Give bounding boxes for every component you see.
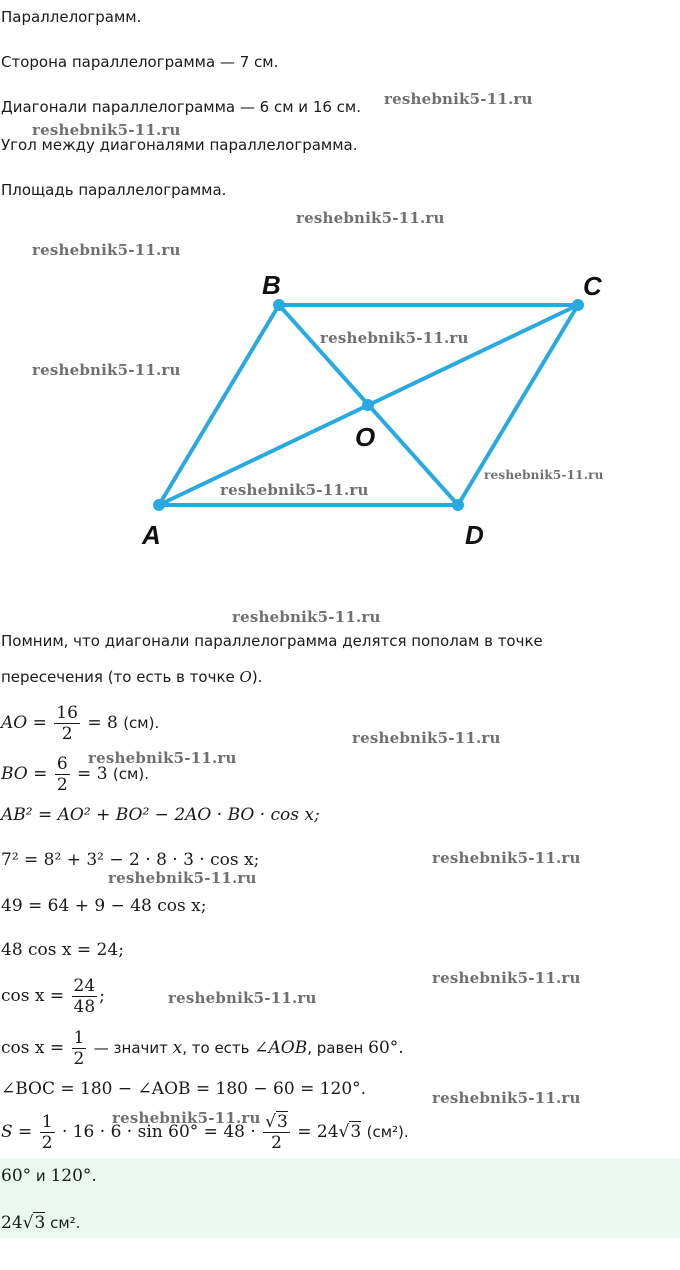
parallelogram-figure xyxy=(0,260,680,560)
cos2-lhs: cos x = xyxy=(1,1038,65,1058)
area-fraction xyxy=(40,1112,55,1153)
answer-dot: . xyxy=(91,1166,97,1186)
cos2-text: — значит xyxy=(93,1039,173,1057)
vertex-b-dot xyxy=(273,299,285,311)
label-o: O xyxy=(355,422,376,452)
area-denominator: 2 xyxy=(41,1133,53,1153)
watermark: reshebnik5-11.ru xyxy=(88,749,237,767)
area-result-sqrt-sign: √ xyxy=(338,1122,350,1142)
area-sqrt-numerator xyxy=(263,1112,290,1133)
cos-equation xyxy=(1,976,105,1017)
watermark: reshebnik5-11.ru xyxy=(352,729,501,747)
bo-lhs: BO = xyxy=(1,764,48,784)
watermark: reshebnik5-11.ru xyxy=(112,1109,261,1127)
bo-numerator: 6 xyxy=(56,754,68,774)
watermark: reshebnik5-11.ru xyxy=(220,481,369,499)
watermark: reshebnik5-11.ru xyxy=(432,849,581,867)
ao-numerator: 16 xyxy=(56,703,78,723)
cos2-fraction xyxy=(72,1028,87,1069)
cos2-text3: , равен xyxy=(307,1039,369,1057)
step-substitution: 7² = 8² + 3² − 2 · 8 · 3 · cos x; xyxy=(1,850,260,870)
sqrt-sign: √ xyxy=(265,1112,277,1132)
step-isolate: 48 cos x = 24; xyxy=(1,940,124,960)
intro-end: ). xyxy=(251,668,263,686)
area-middle: · 16 · 6 · sin 60° = 48 · xyxy=(61,1122,256,1142)
answer-radicand: 3 xyxy=(34,1213,46,1233)
ao-fraction xyxy=(54,703,80,744)
find-area: Площадь параллелограмма. xyxy=(1,181,227,199)
watermark: reshebnik5-11.ru xyxy=(484,468,604,482)
answer-area xyxy=(1,1213,80,1233)
bo-rhs: = 3 xyxy=(77,764,108,784)
bo-denominator: 2 xyxy=(56,775,68,795)
watermark: reshebnik5-11.ru xyxy=(320,329,469,347)
watermark: reshebnik5-11.ru xyxy=(108,869,257,887)
watermark: reshebnik5-11.ru xyxy=(32,241,181,259)
ao-equation xyxy=(1,703,159,744)
cos-result xyxy=(1,1028,404,1069)
bo-fraction xyxy=(55,754,70,795)
angle-boc: ∠BOC = 180 − ∠AOB = 180 − 60 = 120°. xyxy=(1,1079,367,1099)
find-angle: Угол между диагоналями параллелограмма. xyxy=(1,136,358,154)
watermark: reshebnik5-11.ru xyxy=(232,608,381,626)
watermark: reshebnik5-11.ru xyxy=(32,361,181,379)
watermark: reshebnik5-11.ru xyxy=(168,989,317,1007)
cos2-x: x xyxy=(172,1038,183,1058)
cos2-value: 60° xyxy=(368,1038,399,1058)
ao-unit: (см). xyxy=(123,714,160,732)
ao-denominator: 2 xyxy=(61,724,73,744)
cos2-denominator: 2 xyxy=(73,1049,85,1069)
label-b: B xyxy=(262,270,281,300)
area-unit: (см²). xyxy=(366,1123,409,1141)
answer-unit: см². xyxy=(45,1214,81,1232)
cos-lhs: cos x = xyxy=(1,986,65,1006)
area-lhs: S = xyxy=(1,1122,33,1142)
bo-unit: (см). xyxy=(112,765,149,783)
intro-text: пересечения (то есть в точке xyxy=(1,668,240,686)
answer-angle-1: 60° xyxy=(1,1166,32,1186)
law-of-cosines: AB² = AO² + BO² − 2AO · BO · cos x; xyxy=(1,805,320,825)
cos2-text2: , то есть xyxy=(182,1039,255,1057)
cos2-end: . xyxy=(398,1038,404,1058)
answer-area-coef: 24 xyxy=(1,1213,23,1233)
vertex-d-dot xyxy=(452,499,464,511)
vertex-a-dot xyxy=(153,499,165,511)
area-result-radicand: 3 xyxy=(350,1122,362,1142)
watermark: reshebnik5-11.ru xyxy=(32,121,181,139)
watermark: reshebnik5-11.ru xyxy=(432,1089,581,1107)
answer-and: и xyxy=(31,1167,51,1185)
cos-end: ; xyxy=(99,986,105,1006)
step-simplify: 49 = 64 + 9 − 48 cos x; xyxy=(1,896,207,916)
watermark: reshebnik5-11.ru xyxy=(384,90,533,108)
answer-block xyxy=(0,1158,680,1238)
area-numerator: 1 xyxy=(41,1112,53,1132)
cos-numerator: 24 xyxy=(73,976,96,996)
label-c: C xyxy=(583,271,602,301)
intro-point-o: O xyxy=(239,668,252,686)
area-sqrt-fraction xyxy=(263,1112,290,1153)
cos-denominator: 48 xyxy=(73,997,96,1017)
ao-lhs: AO = xyxy=(1,713,47,733)
area-sqrt-denominator: 2 xyxy=(271,1133,282,1153)
ao-rhs: = 8 xyxy=(87,713,118,733)
solution-intro-2 xyxy=(1,668,262,686)
given-diagonals: Диагонали параллелограмма — 6 см и 16 см. xyxy=(1,98,361,116)
sqrt-radicand: 3 xyxy=(277,1112,288,1132)
watermark: reshebnik5-11.ru xyxy=(296,209,445,227)
answer-angle-2: 120° xyxy=(50,1166,92,1186)
cos2-numerator: 1 xyxy=(73,1028,85,1048)
watermark: reshebnik5-11.ru xyxy=(432,969,581,987)
problem-title: Параллелограмм. xyxy=(1,8,142,26)
answer-angles xyxy=(1,1166,97,1186)
label-a: A xyxy=(142,520,161,550)
area-result: = 24 xyxy=(297,1122,339,1142)
answer-sqrt-sign: √ xyxy=(22,1213,34,1233)
label-d: D xyxy=(465,520,484,550)
solution-intro-1: Помним, что диагонали параллелограмма делятся пополам в точке xyxy=(1,632,543,650)
cos-fraction xyxy=(72,976,98,1017)
cos2-angle: ∠AOB xyxy=(254,1038,308,1058)
given-side: Сторона параллелограмма — 7 см. xyxy=(1,53,279,71)
point-o-dot xyxy=(362,399,374,411)
